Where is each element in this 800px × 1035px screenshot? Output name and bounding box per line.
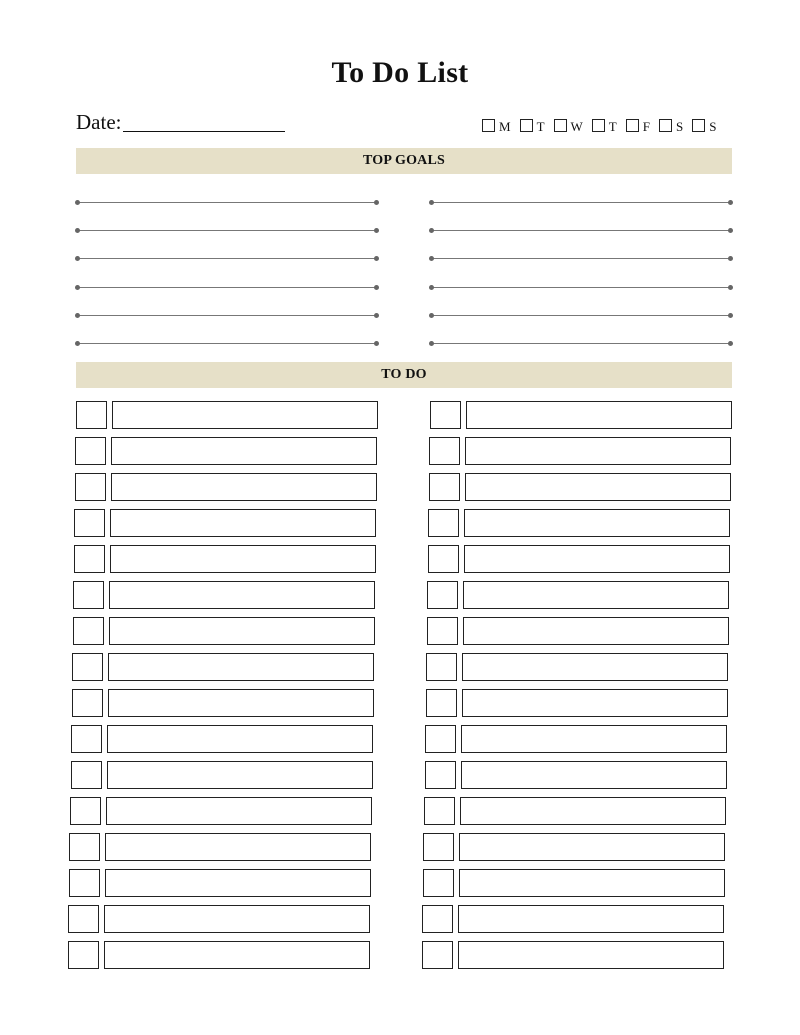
todo-text-field[interactable] [109,617,375,645]
goal-line[interactable] [77,258,377,259]
todo-checkbox[interactable] [70,797,101,825]
day-label: S [709,119,717,134]
todo-text-field[interactable] [463,617,729,645]
todo-text-field[interactable] [465,437,731,465]
todo-checkbox[interactable] [423,833,454,861]
day-label: W [570,119,583,134]
goal-line[interactable] [431,315,731,316]
todo-checkbox[interactable] [424,797,455,825]
todo-checkbox[interactable] [429,473,460,501]
day-checkbox-fri[interactable] [626,119,659,134]
day-checkbox-mon[interactable] [482,119,520,134]
todo-text-field[interactable] [104,941,370,969]
todo-text-field[interactable] [459,833,725,861]
todo-text-field[interactable] [104,905,370,933]
todo-checkbox[interactable] [429,437,460,465]
checkbox-icon[interactable] [692,119,705,132]
todo-text-field[interactable] [464,545,730,573]
todo-text-field[interactable] [464,509,730,537]
day-label: T [536,119,545,134]
todo-checkbox[interactable] [75,473,106,501]
day-checkbox-wed[interactable] [554,119,592,134]
checkbox-icon[interactable] [592,119,605,132]
day-checkbox-sun[interactable] [692,119,725,134]
todo-checkbox[interactable] [68,941,99,969]
day-checkbox-thu[interactable] [592,119,626,134]
todo-checkbox[interactable] [71,725,102,753]
todo-text-field[interactable] [108,653,374,681]
day-checkbox-tue[interactable] [520,119,554,134]
todo-text-field[interactable] [461,725,727,753]
goal-line[interactable] [77,343,377,344]
todo-checkbox[interactable] [423,869,454,897]
todo-checkbox[interactable] [428,509,459,537]
weekday-checkboxes [482,116,725,134]
checkbox-icon[interactable] [626,119,639,132]
todo-checkbox[interactable] [425,725,456,753]
todo-checkbox[interactable] [76,401,107,429]
todo-text-field[interactable] [465,473,731,501]
to-do-header: TO DO [76,362,732,388]
todo-checkbox[interactable] [427,617,458,645]
todo-checkbox[interactable] [427,581,458,609]
todo-text-field[interactable] [110,509,376,537]
todo-text-field[interactable] [463,581,729,609]
goal-line[interactable] [77,315,377,316]
todo-checkbox[interactable] [69,833,100,861]
todo-checkbox[interactable] [73,581,104,609]
day-label: M [499,119,511,134]
todo-text-field[interactable] [105,869,371,897]
date-field[interactable] [76,106,285,134]
todo-text-field[interactable] [109,581,375,609]
todo-checkbox[interactable] [71,761,102,789]
date-blank-line[interactable] [123,130,285,132]
todo-checkbox[interactable] [75,437,106,465]
todo-checkbox[interactable] [425,761,456,789]
todo-checkbox[interactable] [428,545,459,573]
day-label: T [608,119,617,134]
todo-text-field[interactable] [466,401,732,429]
todo-text-field[interactable] [111,473,377,501]
todo-text-field[interactable] [107,725,373,753]
goal-line[interactable] [77,287,377,288]
page-title: To Do List [331,56,469,89]
todo-text-field[interactable] [461,761,727,789]
day-label: F [642,119,650,134]
todo-checkbox[interactable] [426,689,457,717]
goal-line[interactable] [431,202,731,203]
todo-checkbox[interactable] [69,869,100,897]
checkbox-icon[interactable] [554,119,567,132]
todo-checkbox[interactable] [422,941,453,969]
todo-checkbox[interactable] [72,653,103,681]
todo-text-field[interactable] [460,797,726,825]
date-label: Date: [76,110,122,134]
goal-line[interactable] [77,230,377,231]
todo-text-field[interactable] [110,545,376,573]
todo-text-field[interactable] [462,653,728,681]
todo-text-field[interactable] [111,437,377,465]
todo-text-field[interactable] [106,797,372,825]
todo-checkbox[interactable] [73,617,104,645]
todo-text-field[interactable] [112,401,378,429]
todo-checkbox[interactable] [422,905,453,933]
day-checkbox-sat[interactable] [659,119,692,134]
day-label: S [675,119,684,134]
todo-text-field[interactable] [462,689,728,717]
goal-line[interactable] [431,343,731,344]
todo-text-field[interactable] [458,941,724,969]
checkbox-icon[interactable] [482,119,495,132]
todo-checkbox[interactable] [430,401,461,429]
goal-line[interactable] [431,287,731,288]
goal-line[interactable] [431,230,731,231]
top-goals-header: TOP GOALS [76,148,732,174]
todo-checkbox[interactable] [426,653,457,681]
todo-checkbox[interactable] [72,689,103,717]
goal-line[interactable] [431,258,731,259]
checkbox-icon[interactable] [520,119,533,132]
todo-text-field[interactable] [107,761,373,789]
goal-line[interactable] [77,202,377,203]
todo-text-field[interactable] [458,905,724,933]
todo-text-field[interactable] [105,833,371,861]
todo-text-field[interactable] [108,689,374,717]
todo-checkbox[interactable] [68,905,99,933]
todo-text-field[interactable] [459,869,725,897]
todo-checkbox[interactable] [74,509,105,537]
checkbox-icon[interactable] [659,119,672,132]
todo-checkbox[interactable] [74,545,105,573]
